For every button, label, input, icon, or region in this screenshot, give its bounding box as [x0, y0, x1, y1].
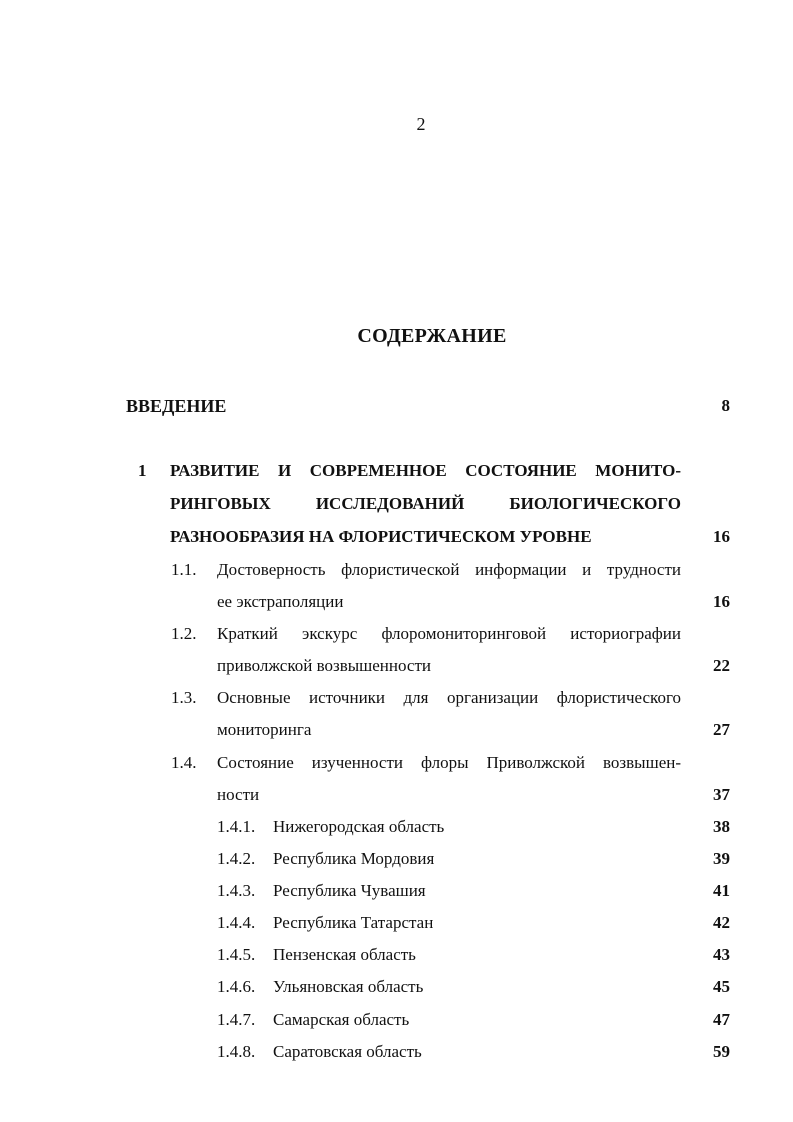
- toc-section-line: ности: [217, 785, 260, 804]
- toc-chapter-line-3: РАЗНООБРАЗИЯ НА ФЛОРИСТИЧЕСКОМ УРОВНЕ: [170, 527, 592, 546]
- toc-section-number: 1.1.: [171, 560, 197, 579]
- toc-section-number: 1.2.: [171, 624, 197, 643]
- toc-subsection-label: Республика Татарстан: [273, 913, 434, 932]
- toc-subsection-page: 47: [713, 1010, 730, 1029]
- toc-subsection-label: Ульяновская область: [273, 977, 424, 996]
- toc-section-number: 1.4.: [171, 753, 197, 772]
- toc-section-line: Достоверность флористической информации и трудности: [217, 560, 681, 579]
- toc-intro-label: ВВЕДЕНИЕ: [126, 396, 227, 416]
- toc-subsection-page: 39: [713, 849, 730, 868]
- toc-subsection-number: 1.4.4.: [217, 913, 256, 932]
- toc-chapter-number: 1: [138, 461, 147, 480]
- toc-subsection-label: Нижегородская область: [273, 817, 445, 836]
- toc-subsection-page: 59: [713, 1042, 730, 1061]
- page-number: 2: [416, 114, 426, 134]
- toc-section-line: Краткий экскурс флоромониторинговой историографии: [217, 624, 681, 643]
- toc-subsection-number: 1.4.2.: [217, 849, 256, 868]
- toc-subsection-label: Саратовская область: [273, 1042, 422, 1061]
- toc-section-line: мониторинга: [217, 720, 312, 739]
- toc-section-page: 27: [713, 720, 730, 739]
- toc-subsection-number: 1.4.1.: [217, 817, 256, 836]
- toc-subsection-number: 1.4.7.: [217, 1010, 256, 1029]
- toc-section-line: приволжской возвышенности: [217, 656, 431, 675]
- toc-chapter-line-2: РИНГОВЫХ ИССЛЕДОВАНИЙ БИОЛОГИЧЕСКОГО: [170, 494, 681, 513]
- toc-subsection-number: 1.4.8.: [217, 1042, 256, 1061]
- toc-section-page: 16: [713, 592, 730, 611]
- toc-section-line: Основные источники для организации флористического: [217, 688, 681, 707]
- toc-section-line: Состояние изученности флоры Приволжской возвышен-: [217, 753, 681, 772]
- toc-subsection-page: 38: [713, 817, 730, 836]
- toc-subsection-label: Пензенская область: [273, 945, 416, 964]
- toc-intro-page: 8: [721, 396, 730, 415]
- toc-subsection-label: Самарская область: [273, 1010, 410, 1029]
- toc-section-page: 22: [713, 656, 730, 675]
- toc-chapter-page: 16: [713, 527, 730, 546]
- toc-subsection-label: Республика Мордовия: [273, 849, 435, 868]
- toc-section-page: 37: [713, 785, 730, 804]
- toc-subsection-number: 1.4.5.: [217, 945, 256, 964]
- toc-subsection-number: 1.4.6.: [217, 977, 256, 996]
- toc-subsection-page: 41: [713, 881, 730, 900]
- toc-subsection-page: 45: [713, 977, 730, 996]
- toc-subsection-number: 1.4.3.: [217, 881, 256, 900]
- toc-chapter-line-1: РАЗВИТИЕ И СОВРЕМЕННОЕ СОСТОЯНИЕ МОНИТО-: [170, 461, 681, 480]
- page-title: СОДЕРЖАНИЕ: [357, 325, 507, 347]
- toc-subsection-page: 43: [713, 945, 730, 964]
- toc-section-number: 1.3.: [171, 688, 197, 707]
- toc-section-line: ее экстраполяции: [217, 592, 344, 611]
- toc-subsection-label: Республика Чувашия: [273, 881, 426, 900]
- toc-subsection-page: 42: [713, 913, 730, 932]
